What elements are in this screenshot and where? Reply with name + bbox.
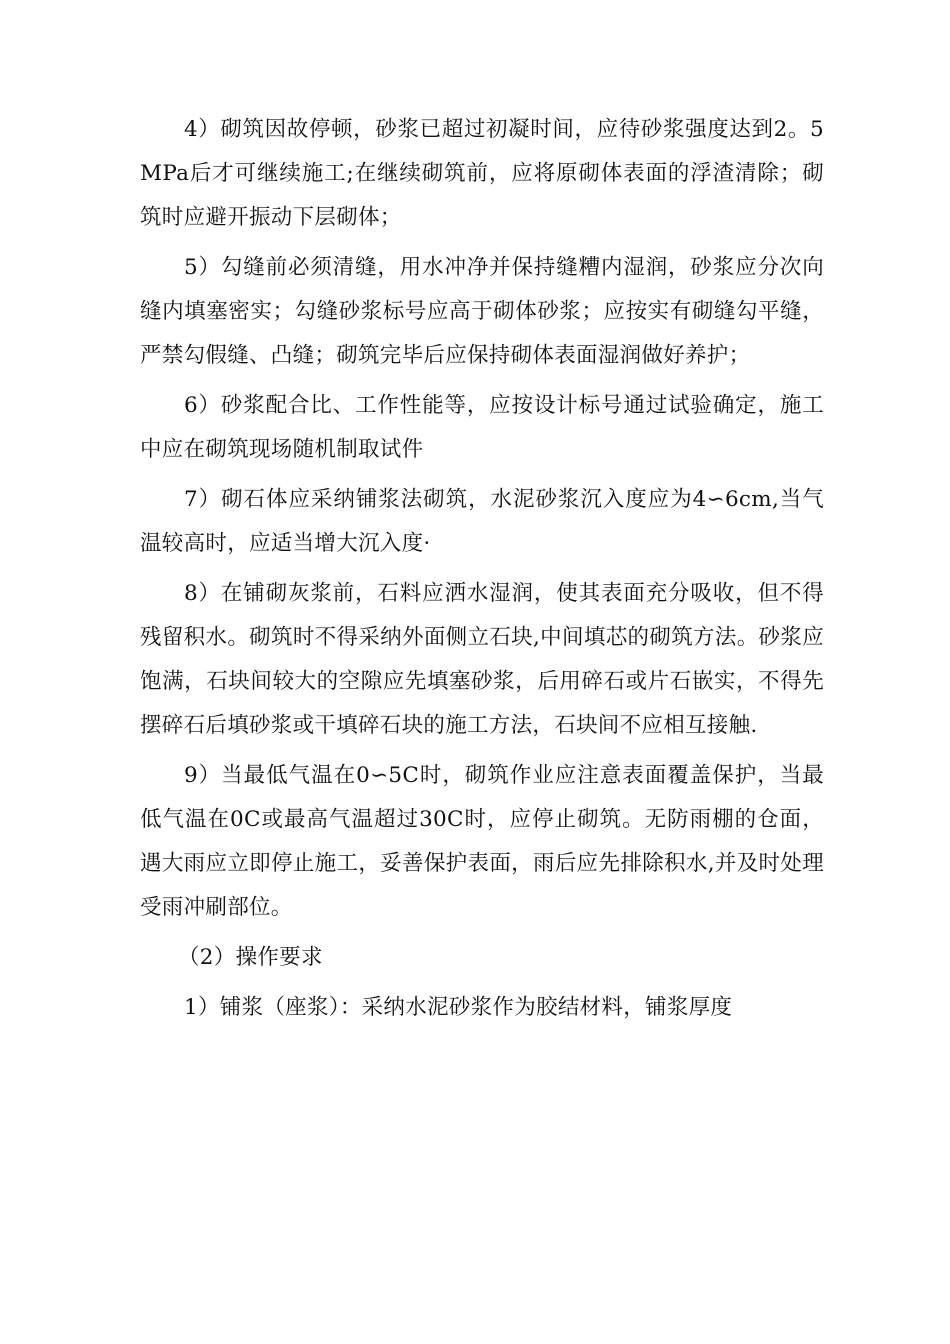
paragraph-item-4: 4）砌筑因故停顿，砂浆已超过初凝时间，应待砂浆强度达到2。5MPa后才可继续施工;在继续砌筑前，应将原砌体表面的浮渣清除；砌筑时应避开振动下层砌体； <box>140 117 824 230</box>
paragraph-item-6: 6）砂浆配合比、工作性能等，应按设计标号通过试验确定，施工中应在砌筑现场随机制取试件 <box>140 393 824 462</box>
paragraph-item-9: 9）当最低气温在0∽5C时，砌筑作业应注意表面覆盖保护，当最低气温在0C或最高气温超过30C时，应停止砌筑。无防雨棚的仓面，遇大雨应立即停止施工，妥善保护表面，雨后应先排除积水,并及时处理受雨冲刷部位。 <box>140 763 824 920</box>
paragraph-item-8: 8）在铺砌灰浆前，石料应洒水湿润，使其表面充分吸收，但不得残留积水。砌筑时不得采纳外面侧立石块,中间填芯的砌筑方法。砂浆应饱满，石块间较大的空隙应先填塞砂浆，后用碎石或片石嵌实，不得先摆碎石后填砂浆或干填碎石块的施工方法，石块间不应相互接触. <box>140 581 824 738</box>
paragraph-operation-1: 1）铺浆（座浆）：采纳水泥砂浆作为胶结材料，铺浆厚度 <box>184 995 733 1020</box>
section-heading: （2）操作要求 <box>178 945 323 970</box>
paragraph-item-5: 5）勾缝前必须清缝，用水冲净并保持缝糟内湿润，砂浆应分次向缝内填塞密实；勾缝砂浆标号应高于砌体砂浆；应按实有砌缝勾平缝，严禁勾假缝、凸缝；砌筑完毕后应保持砌体表面湿润做好养护； <box>140 255 824 368</box>
paragraph-item-7: 7）砌石体应采纳铺浆法砌筑，水泥砂浆沉入度应为4∽6cm,当气温较高时，应适当增大沉入度· <box>140 487 824 556</box>
document-body <box>140 108 824 1036</box>
